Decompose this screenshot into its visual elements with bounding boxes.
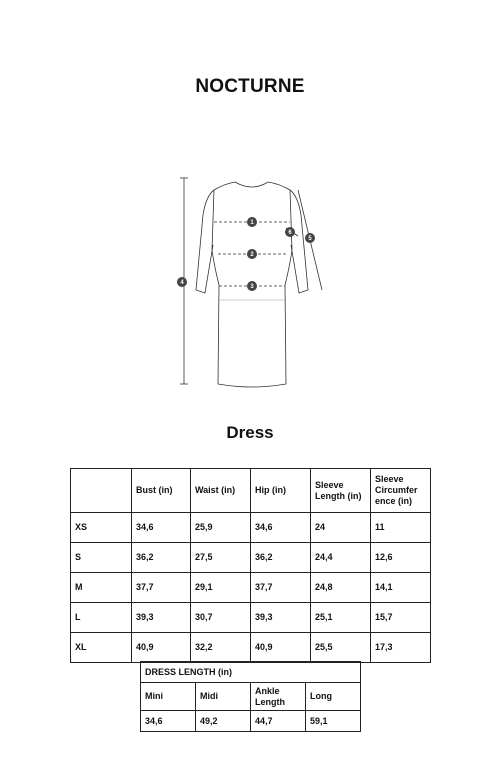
table-row: [71, 633, 431, 663]
table-cell: 59,1: [306, 711, 361, 732]
size-label: M: [71, 573, 132, 603]
dress-length-header-row: [141, 683, 361, 711]
table-cell: 12,6: [371, 543, 431, 573]
table-cell: 39,3: [251, 603, 311, 633]
table-row: [141, 711, 361, 732]
dress-length-table: [140, 661, 361, 732]
section-title: Dress: [226, 423, 274, 442]
marker-label-6: 6: [288, 230, 292, 236]
table-cell: 15,7: [371, 603, 431, 633]
table-cell: 25,9: [191, 513, 251, 543]
marker-label-3: 3: [250, 284, 254, 290]
marker-label-5: 5: [308, 236, 312, 242]
table-cell: 44,7: [251, 711, 306, 732]
size-header-corner: [71, 469, 132, 513]
size-chart-header-row: [71, 469, 431, 513]
table-cell: 11: [371, 513, 431, 543]
table-cell: 29,1: [191, 573, 251, 603]
size-label: XL: [71, 633, 132, 663]
table-cell: 24,8: [311, 573, 371, 603]
marker-label-2: 2: [250, 252, 254, 258]
table-row: [71, 543, 431, 573]
table-cell: 32,2: [191, 633, 251, 663]
table-cell: 14,1: [371, 573, 431, 603]
table-cell: 27,5: [191, 543, 251, 573]
brand-logo: NOCTURNE: [195, 76, 305, 97]
size-header-hip: Hip (in): [251, 469, 311, 513]
marker-label-4: 4: [180, 280, 184, 286]
length-header-long: Long: [306, 683, 361, 711]
table-cell: 40,9: [251, 633, 311, 663]
table-cell: 24,4: [311, 543, 371, 573]
size-header-sleeve-circumference: Sleeve Circumfer ence (in): [371, 469, 431, 513]
size-header-bust: Bust (in): [132, 469, 191, 513]
size-label: XS: [71, 513, 132, 543]
size-label: L: [71, 603, 132, 633]
table-cell: 17,3: [371, 633, 431, 663]
length-header-ankle: Ankle Length: [251, 683, 306, 711]
table-cell: 37,7: [132, 573, 191, 603]
marker-label-1: 1: [250, 220, 254, 226]
table-row: [71, 573, 431, 603]
length-header-mini: Mini: [141, 683, 196, 711]
size-chart-table: [70, 468, 431, 663]
table-cell: 30,7: [191, 603, 251, 633]
table-row: [71, 513, 431, 543]
size-header-waist: Waist (in): [191, 469, 251, 513]
table-cell: 37,7: [251, 573, 311, 603]
length-header-midi: Midi: [196, 683, 251, 711]
size-header-sleeve-length: Sleeve Length (in): [311, 469, 371, 513]
dress-length-title: DRESS LENGTH (in): [141, 662, 361, 683]
table-row: [71, 603, 431, 633]
table-cell: 39,3: [132, 603, 191, 633]
size-label: S: [71, 543, 132, 573]
dress-measurement-diagram: [160, 168, 340, 400]
table-cell: 34,6: [141, 711, 196, 732]
table-cell: 24: [311, 513, 371, 543]
table-cell: 40,9: [132, 633, 191, 663]
table-cell: 34,6: [251, 513, 311, 543]
table-cell: 36,2: [132, 543, 191, 573]
table-cell: 49,2: [196, 711, 251, 732]
table-cell: 34,6: [132, 513, 191, 543]
table-cell: 25,5: [311, 633, 371, 663]
table-cell: 36,2: [251, 543, 311, 573]
dress-length-title-row: [141, 662, 361, 683]
table-cell: 25,1: [311, 603, 371, 633]
